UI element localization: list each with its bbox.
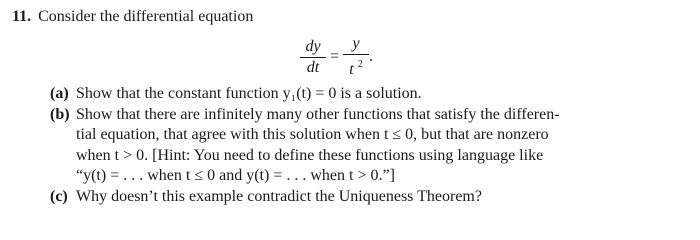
equation-period: .: [369, 48, 374, 65]
rhs-numerator: y: [352, 35, 360, 53]
rhs-denominator-base: t: [349, 60, 354, 78]
equals-sign: =: [330, 48, 340, 65]
part-b-line: “y(t) = . . . when t ≤ 0 and y(t) = . . . when t > 0.”]: [76, 167, 395, 184]
part-c-text: [76, 187, 644, 208]
lhs-fraction-bar: [300, 57, 326, 58]
part-c-line: Why doesn’t this example contradict the Uniqueness Theorem?: [76, 187, 482, 205]
rhs-fraction: [345, 35, 367, 78]
rhs-fraction-bar: [343, 54, 369, 55]
part-a-line: Show that the constant function y₁(t) = 0 is a solution.: [76, 85, 422, 102]
part-c: [50, 187, 692, 208]
part-a-label: (a): [50, 85, 69, 102]
part-b-line: Show that there are infinitely many other functions that satisfy the differen-: [76, 105, 560, 123]
problem-number: 11.: [12, 8, 32, 25]
part-b-line: when t > 0. [Hint: You need to define these functions using language like: [76, 146, 544, 164]
lhs-numerator: dy: [305, 37, 321, 55]
rhs-denominator-exponent: 2: [357, 59, 363, 71]
problem-parts: [12, 84, 692, 207]
lhs-denominator: dt: [306, 58, 320, 76]
part-a: [50, 84, 692, 105]
lhs-fraction: [302, 38, 324, 77]
rhs-denominator: [345, 56, 366, 78]
problem-11: [12, 6, 692, 207]
part-b-label: (b): [50, 105, 70, 123]
part-a-text: [76, 84, 644, 105]
differential-equation: [302, 34, 692, 80]
part-b-text: [76, 105, 644, 187]
part-b-line: tial equation, that agree with this solution when t ≤ 0, but that are nonzero: [76, 126, 549, 143]
problem-intro: Consider the differential equation: [38, 8, 254, 25]
part-c-label: (c): [50, 187, 68, 205]
problem-header: [12, 6, 692, 28]
part-b: [50, 105, 692, 187]
